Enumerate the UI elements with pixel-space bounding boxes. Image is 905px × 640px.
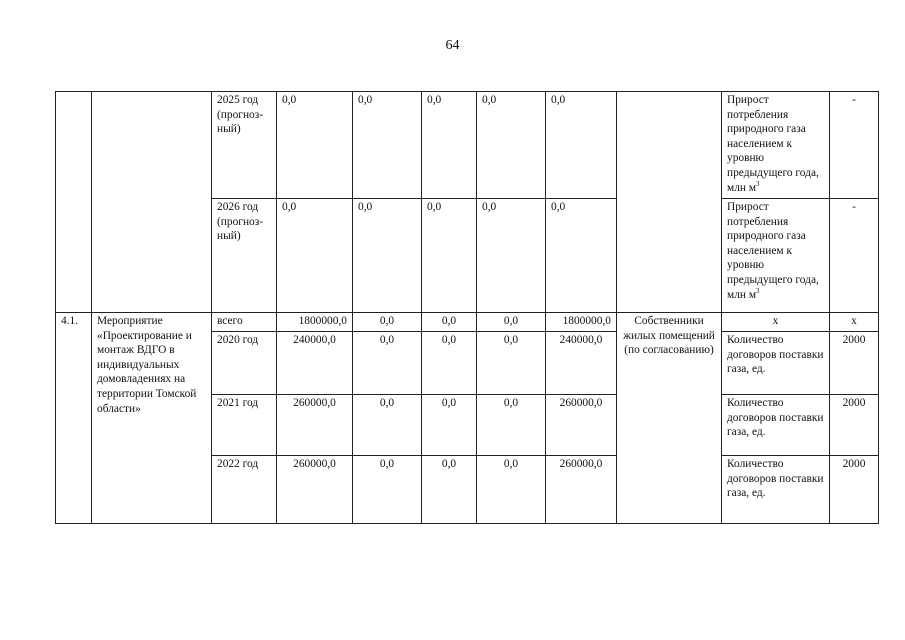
indicator-value-cell: 2000 bbox=[830, 395, 879, 456]
indicator-cell: Количество договоров поставки газа, ед. bbox=[722, 395, 830, 456]
indicator-text: Прирост потребления природного газа населением к уровню предыдущего года, млн м bbox=[727, 94, 819, 194]
regional-budget-cell: 0,0 bbox=[422, 332, 477, 395]
regional-budget-cell: 0,0 bbox=[422, 456, 477, 524]
federal-budget-cell: 0,0 bbox=[353, 332, 422, 395]
year-cell: 2026 год (прогноз-ный) bbox=[212, 199, 277, 313]
extrabudgetary-cell: 1800000,0 bbox=[546, 313, 617, 332]
year-cell: 2020 год bbox=[212, 332, 277, 395]
extrabudgetary-cell: 0,0 bbox=[546, 92, 617, 199]
extrabudgetary-cell: 0,0 bbox=[546, 199, 617, 313]
federal-budget-cell: 0,0 bbox=[353, 199, 422, 313]
table-row bbox=[56, 92, 879, 199]
executor-cell: Собственники жилых помещений (по согласованию) bbox=[617, 313, 722, 524]
event-name-cell: Мероприятие «Проектирование и монтаж ВДГО в индивидуальных домовладениях на территории Томской области» bbox=[92, 313, 212, 524]
local-budget-cell: 0,0 bbox=[477, 199, 546, 313]
local-budget-cell: 0,0 bbox=[477, 456, 546, 524]
total-cell: 0,0 bbox=[277, 92, 353, 199]
budget-table bbox=[55, 91, 879, 524]
extrabudgetary-cell: 260000,0 bbox=[546, 395, 617, 456]
total-cell: 260000,0 bbox=[277, 456, 353, 524]
table-row bbox=[56, 313, 879, 332]
indicator-superscript: 3 bbox=[756, 179, 760, 188]
indicator-value-cell: - bbox=[830, 92, 879, 199]
local-budget-cell: 0,0 bbox=[477, 332, 546, 395]
total-cell: 240000,0 bbox=[277, 332, 353, 395]
total-cell: 260000,0 bbox=[277, 395, 353, 456]
indicator-value-cell: 2000 bbox=[830, 332, 879, 395]
executor-cell-empty bbox=[617, 92, 722, 313]
year-cell: 2022 год bbox=[212, 456, 277, 524]
name-cell-empty bbox=[92, 92, 212, 313]
indicator-text: Прирост потребления природного газа населением к уровню предыдущего года, млн м bbox=[727, 201, 819, 301]
regional-budget-cell: 0,0 bbox=[422, 199, 477, 313]
regional-budget-cell: 0,0 bbox=[422, 92, 477, 199]
federal-budget-cell: 0,0 bbox=[353, 395, 422, 456]
extrabudgetary-cell: 260000,0 bbox=[546, 456, 617, 524]
local-budget-cell: 0,0 bbox=[477, 92, 546, 199]
number-cell: 4.1. bbox=[56, 313, 92, 524]
indicator-cell: х bbox=[722, 313, 830, 332]
regional-budget-cell: 0,0 bbox=[422, 395, 477, 456]
federal-budget-cell: 0,0 bbox=[353, 313, 422, 332]
year-cell: 2025 год (прогноз-ный) bbox=[212, 92, 277, 199]
total-cell: 1800000,0 bbox=[277, 313, 353, 332]
indicator-superscript: 3 bbox=[756, 286, 760, 295]
page-number: 64 bbox=[445, 38, 460, 53]
indicator-cell: Количество договоров поставки газа, ед. bbox=[722, 332, 830, 395]
local-budget-cell: 0,0 bbox=[477, 395, 546, 456]
indicator-value-cell: - bbox=[830, 199, 879, 313]
indicator-cell bbox=[722, 199, 830, 313]
year-cell: 2021 год bbox=[212, 395, 277, 456]
indicator-cell bbox=[722, 92, 830, 199]
indicator-value-cell: х bbox=[830, 313, 879, 332]
number-cell-empty bbox=[56, 92, 92, 313]
indicator-cell: Количество договоров поставки газа, ед. bbox=[722, 456, 830, 524]
total-cell: 0,0 bbox=[277, 199, 353, 313]
extrabudgetary-cell: 240000,0 bbox=[546, 332, 617, 395]
indicator-value-cell: 2000 bbox=[830, 456, 879, 524]
federal-budget-cell: 0,0 bbox=[353, 456, 422, 524]
local-budget-cell: 0,0 bbox=[477, 313, 546, 332]
federal-budget-cell: 0,0 bbox=[353, 92, 422, 199]
regional-budget-cell: 0,0 bbox=[422, 313, 477, 332]
year-cell: всего bbox=[212, 313, 277, 332]
